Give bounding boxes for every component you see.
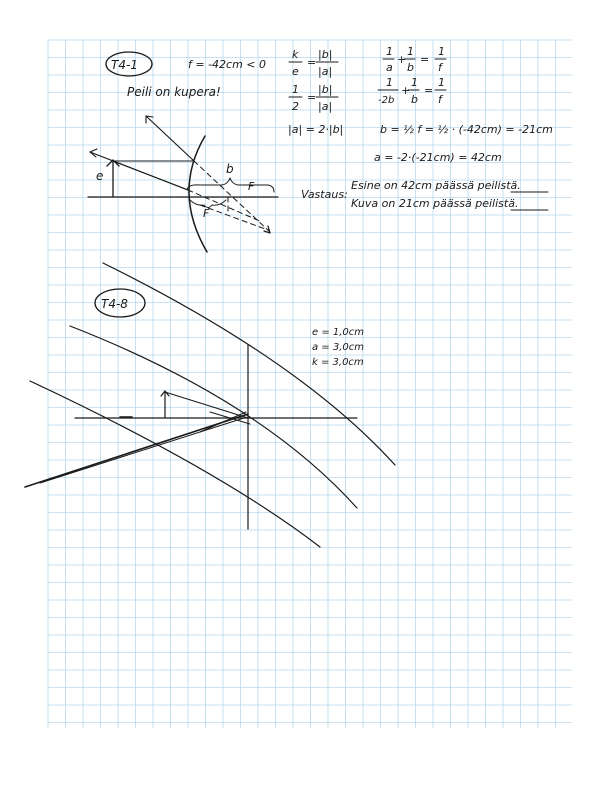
mirror-note: Peili on kupera! [127, 85, 221, 99]
eq2-equals: = [307, 91, 317, 104]
eq4-t2-num: 1 [407, 45, 414, 58]
focus-label: F [248, 180, 255, 193]
eq4-t2-den: b [407, 61, 414, 74]
eq1-rhs-den: |a| [318, 65, 333, 78]
eq5-r-den: f [438, 93, 442, 106]
given-a: a = 3,0cm [312, 342, 365, 353]
eq4-r-num: 1 [438, 45, 445, 58]
given-e: e = 1,0cm [312, 327, 365, 338]
image-distance-label: b [226, 162, 234, 176]
eq1-lhs-num: k [292, 48, 299, 61]
task-2-label: T4-8 [101, 297, 128, 311]
eq4-plus: + [397, 53, 407, 66]
eq5-t2-num: 1 [411, 76, 418, 89]
eq5-t1-num: 1 [386, 76, 393, 89]
answer-label: Vastaus: [301, 188, 348, 201]
object-label: e [96, 169, 104, 183]
eq5-t2-den: b [411, 93, 418, 106]
eq4-t1-num: 1 [386, 45, 393, 58]
eq5-r-num: 1 [438, 76, 445, 89]
eq2-lhs-den: 2 [292, 100, 299, 113]
given-focal-length: f = -42cm < 0 [188, 58, 267, 71]
eq6: b = ½ f = ½ · (-42cm) = -21cm [380, 123, 553, 136]
eq3: |a| = 2·|b| [288, 123, 344, 136]
eq4-equals: = [420, 53, 430, 66]
eq5-plus: + [401, 84, 411, 97]
eq2-rhs-num: |b| [318, 83, 333, 96]
eq1-equals: = [307, 56, 317, 69]
eq7: a = -2·(-21cm) = 42cm [374, 151, 502, 164]
eq4-r-den: f [438, 61, 442, 74]
eq2-rhs-den: |a| [318, 100, 333, 113]
eq4-t1-den: a [386, 61, 393, 74]
eq1-rhs-num: |b| [318, 48, 333, 61]
eq1-lhs-den: e [292, 65, 299, 78]
eq2-lhs-num: 1 [292, 83, 299, 96]
eq5-t1-den: -2b [378, 95, 395, 106]
answer-line-2: Kuva on 21cm päässä peilistä. [351, 197, 519, 210]
given-k: k = 3,0cm [312, 357, 364, 368]
answer-line-1: Esine on 42cm päässä peilistä. [351, 179, 521, 192]
task-1-label: T4-1 [111, 58, 138, 72]
focus-label-lower: F [203, 207, 210, 220]
eq5-equals: = [424, 84, 434, 97]
